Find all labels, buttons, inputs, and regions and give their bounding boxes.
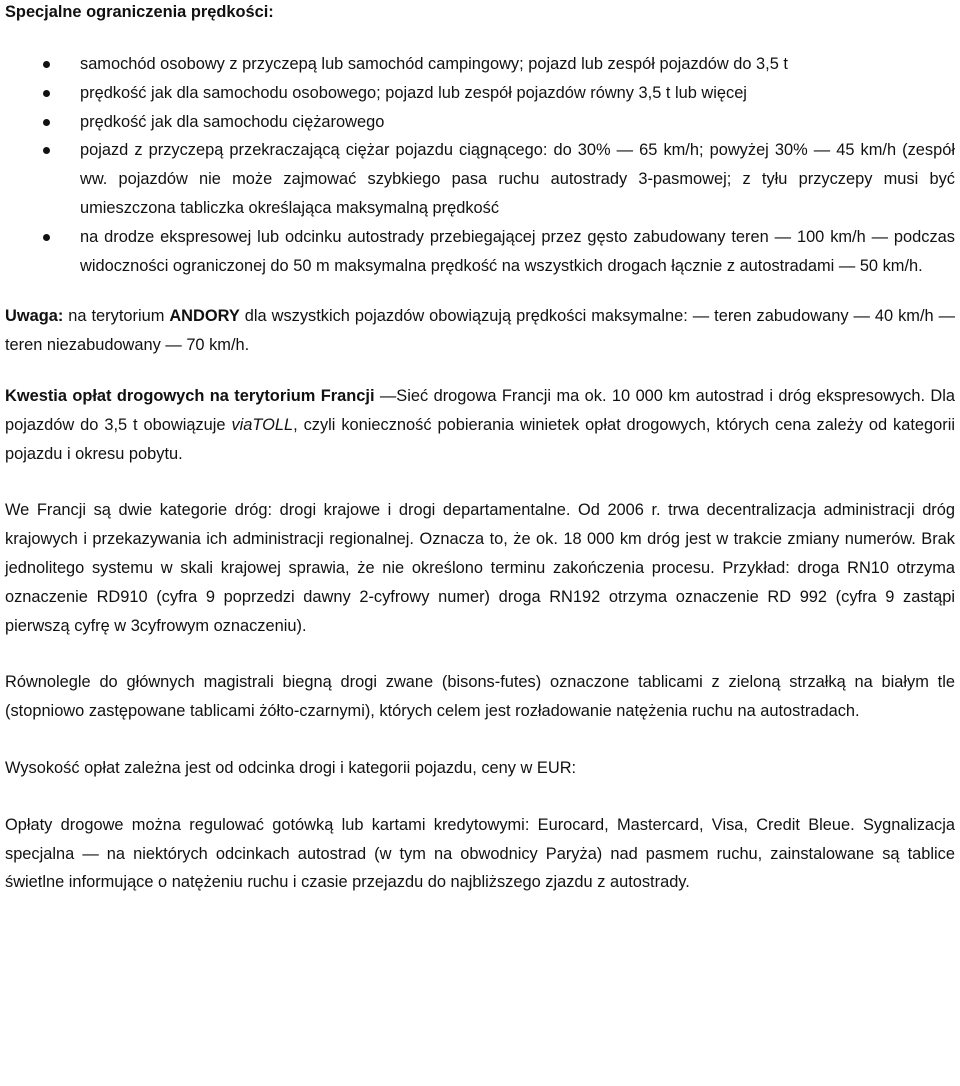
section-title: Specjalne ograniczenia prędkości:: [5, 3, 274, 21]
uwaga-text-after: dla wszystkich pojazdów obowiązują prędkości maksymalne: — teren zabudowany — 40 km/h — teren niezabudowany — 70 km/h.: [5, 307, 955, 355]
uwaga-text-before: na terytorium: [63, 307, 170, 326]
speed-limits-list: [5, 50, 955, 280]
uwaga-label: Uwaga:: [5, 307, 64, 326]
payment-paragraph: Opłaty drogowe można regulować gotówką lub kartami kredytowymi: Eurocard, Mastercard, Visa, Credit Bleue. Sygnalizacja specjalna — na niektórych odcinkach autostrad (w tym na obwodnicy Paryża) nad pasmem ruchu, zainstalowane są tablice świetlne informujące o natężeniu ruchu i czasie przejazdu do najbliższego zjazdu z autostrady.: [5, 815, 955, 892]
list-item: samochód osobowy z przyczepą lub samochód campingowy; pojazd lub zespół pojazdów do 3,5 t: [5, 50, 955, 79]
list-item: prędkość jak dla samochodu osobowego; pojazd lub zespół pojazdów równy 3,5 t lub więcej: [5, 79, 955, 108]
bisons-futes-paragraph: Równolegle do głównych magistrali biegną drogi zwane (bisons-futes) oznaczone tablicami z zieloną strzałką na białym tle (stopniowo zastępowane tablicami żółto-czarnymi), których celem jest rozładowanie natężenia ruchu na autostradach.: [5, 673, 955, 721]
uwaga-paragraph: [5, 302, 955, 360]
road-categories-paragraph: We Francji są dwie kategorie dróg: drogi krajowe i drogi departamentalne. Od 2006 r. trwa decentralizacja administracji dróg krajowych i przekazywania ich administracji regionalnej. Oznacza to, że ok. 18 000 km dróg jest w trakcie zmiany numerów. Brak jednolitego systemu w skali krajowej sprawia, że nie określono terminu zakończenia procesu. Przykład: droga RN10 otrzyma oznaczenie RD910 (cyfra 9 poprzedzi dawny 2-cyfrowy numer) droga RN192 otrzyma oznaczenie RD 992 (cyfra 9 zastąpi pierwszą cyfrę w 3cyfrowym oznaczeniu).: [5, 501, 955, 635]
list-item: prędkość jak dla samochodu ciężarowego: [5, 108, 955, 137]
viatoll-term: viaTOLL: [231, 415, 294, 434]
list-item: pojazd z przyczepą przekraczającą ciężar pojazdu ciągnącego: do 30% — 65 km/h; powyżej 30% — 45 km/h (zespół ww. pojazdów nie może zajmować szybkiego pasa ruchu autostrady 3-pasmowej; z tyłu przyczepy musi być umieszczona tabliczka określająca maksymalną prędkość: [5, 136, 955, 222]
francja-text-after: , czyli konieczność pobierania winietek opłat drogowych, których cena zależy od kategorii pojazdu i okresu pobytu.: [5, 415, 955, 463]
list-item: na drodze ekspresowej lub odcinku autostrady przebiegającej przez gęsto zabudowany teren — 100 km/h — podczas widoczności ograniczonej do 50 m maksymalna prędkość na wszystkich drogach łącznie z autostradami — 50 km/h.: [5, 223, 955, 281]
toll-cost-paragraph: Wysokość opłat zależna jest od odcinka drogi i kategorii pojazdu, ceny w EUR:: [5, 758, 577, 777]
francja-paragraph: [5, 382, 955, 468]
uwaga-country: ANDORY: [169, 307, 240, 326]
francja-text-before: —Sieć drogowa Francji ma ok. 10 000 km autostrad i dróg ekspresowych. Dla pojazdów do 3,5 t obowiązuje: [5, 386, 956, 434]
francja-heading: Kwestia opłat drogowych na terytorium Francji: [5, 386, 375, 405]
